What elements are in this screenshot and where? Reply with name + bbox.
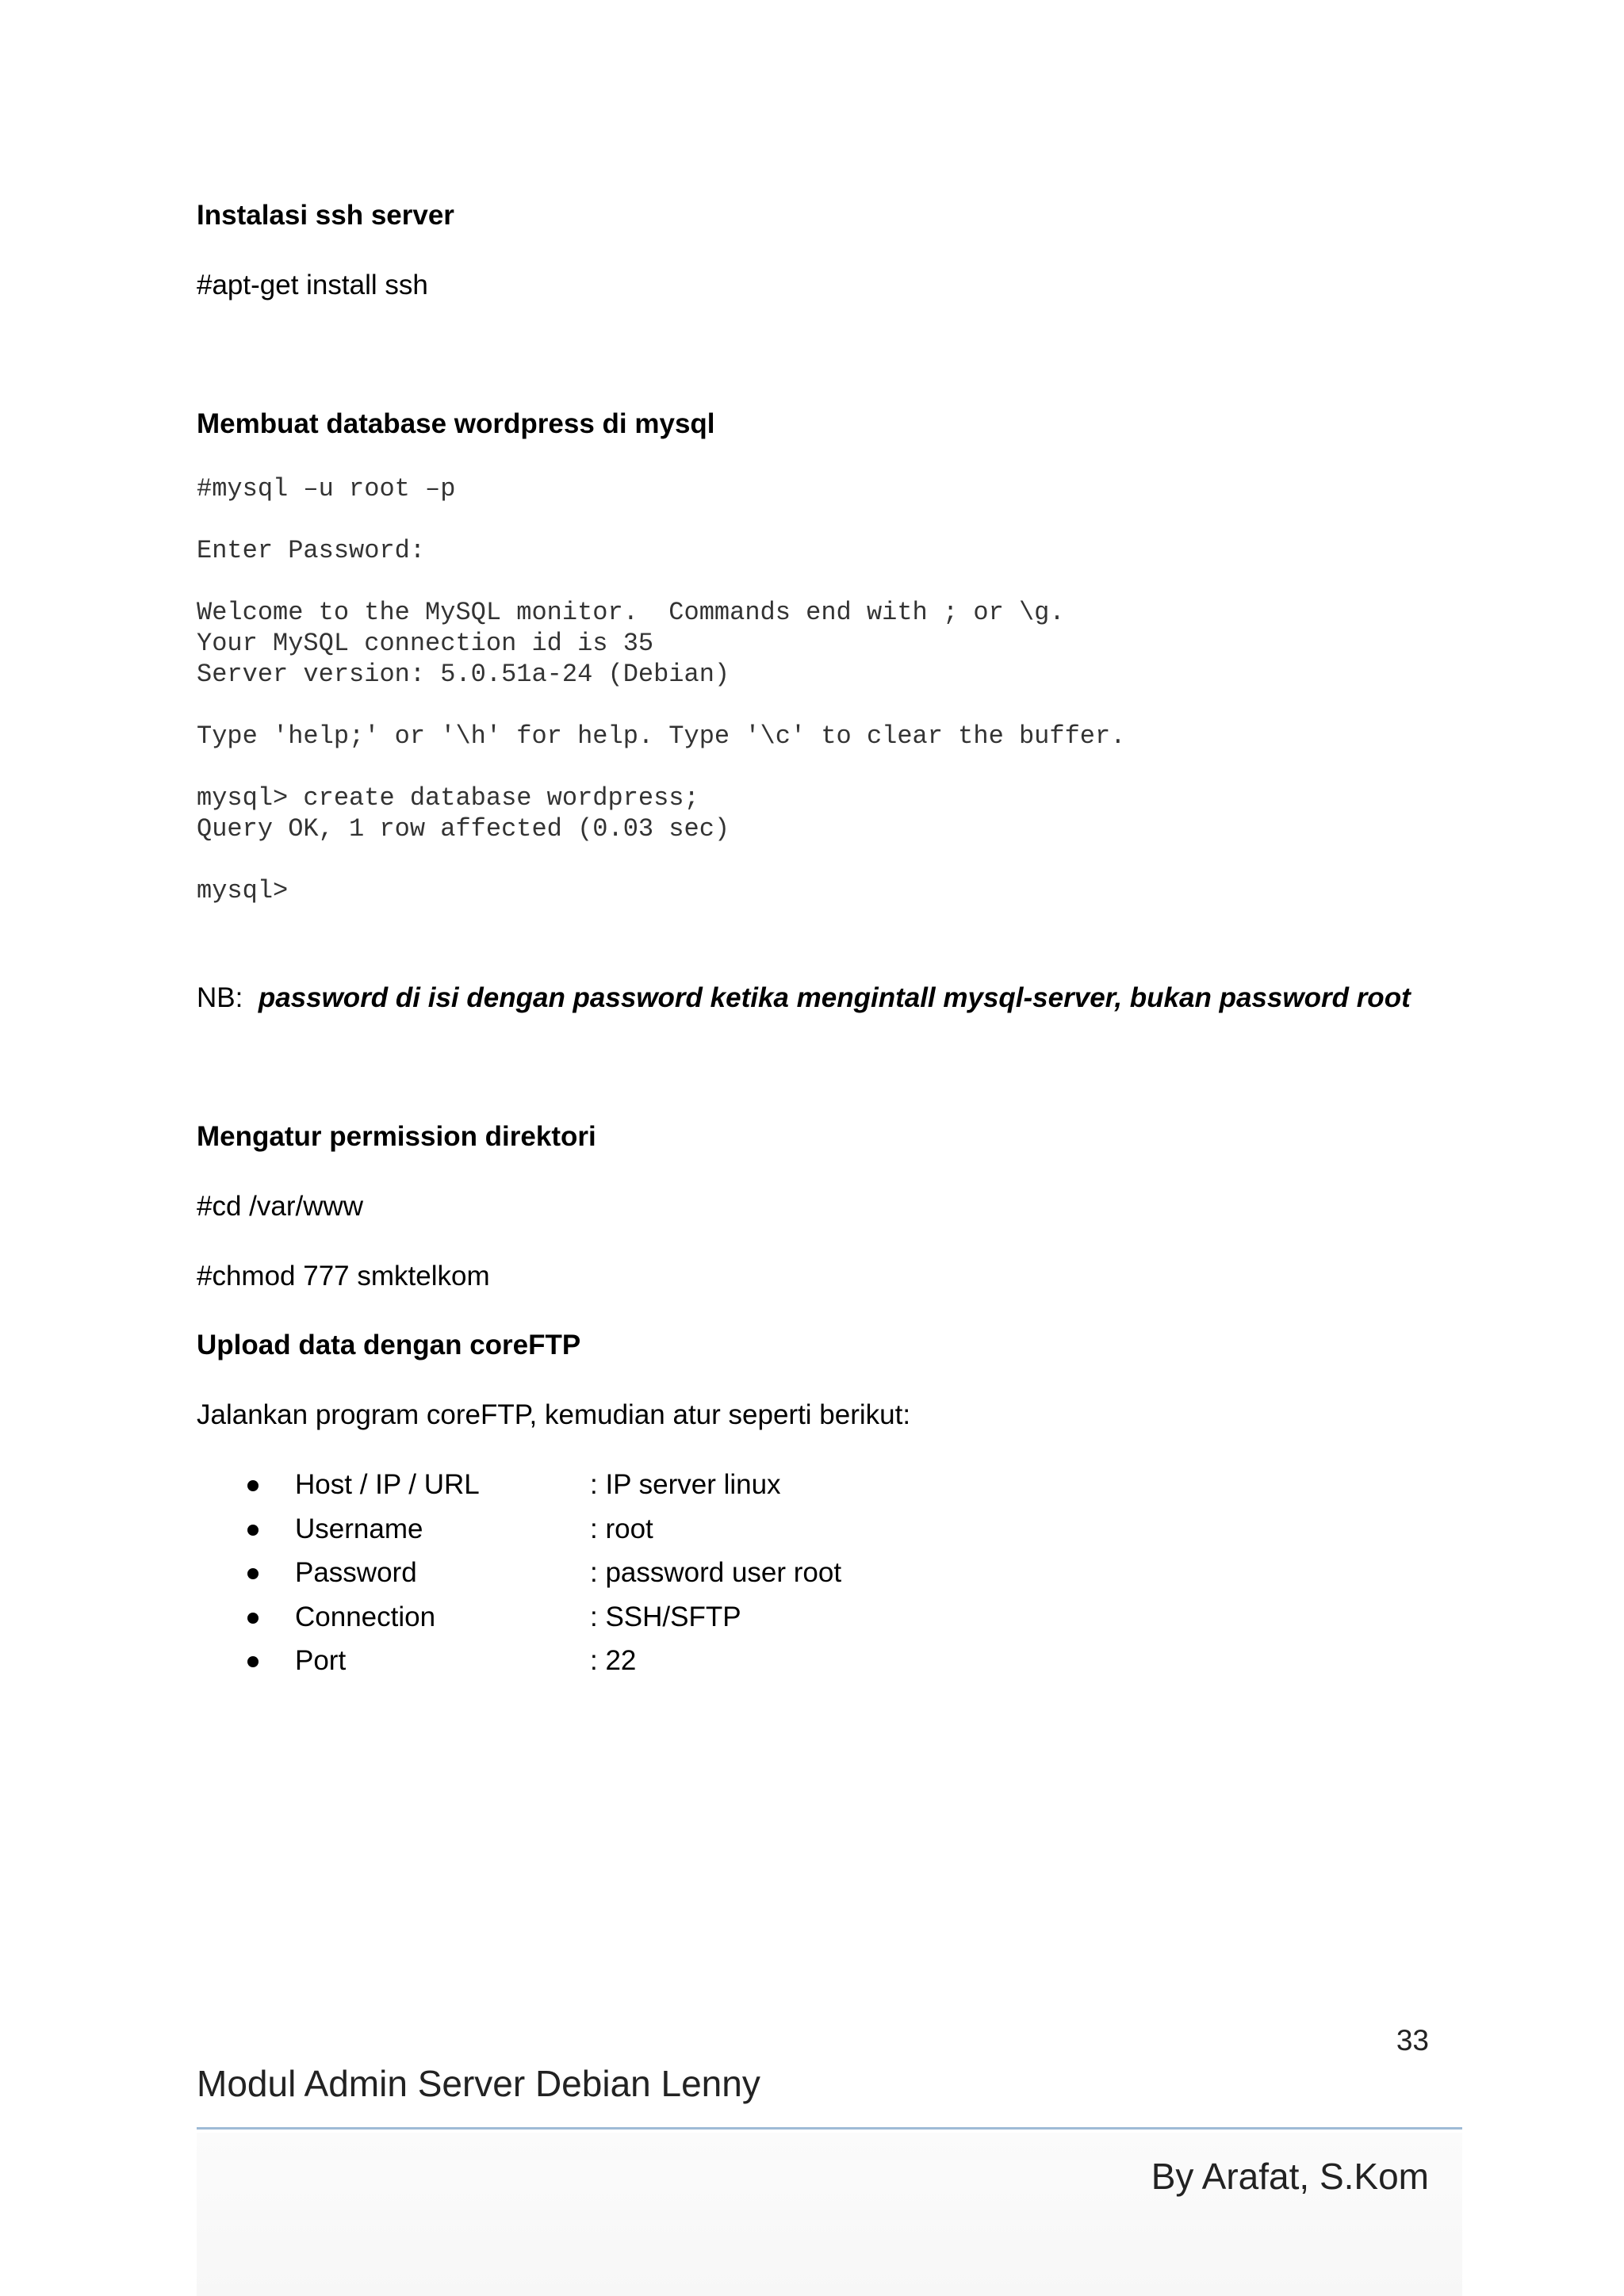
terminal-line-welcome: Welcome to the MySQL monitor. Commands end with ; or \g. [197,598,1065,627]
bullet-icon [247,1525,259,1536]
terminal-line-query-ok: Query OK, 1 row affected (0.03 sec) [197,814,730,844]
terminal-line-mysql-prompt: mysql> [197,876,289,905]
setting-key: Host / IP / URL [295,1469,480,1500]
page-number: 33 [1396,2024,1429,2057]
setting-value: : 22 [590,1645,637,1676]
setting-key: Port [295,1645,347,1676]
terminal-line-help: Type 'help;' or '\h' for help. Type '\c' to clear the buffer. [197,721,1126,751]
terminal-line-connection-id: Your MySQL connection id is 35 [197,629,654,658]
permission-heading: Mengatur permission direktori [197,1121,596,1152]
upload-intro: Jalankan program coreFTP, kemudian atur seperti berikut: [197,1399,911,1430]
terminal-line-create-database: mysql> create database wordpress; [197,783,699,813]
upload-heading: Upload data dengan coreFTP [197,1330,581,1360]
chmod-command: #chmod 777 smktelkom [197,1261,490,1292]
nb-label: NB: [197,982,243,1013]
bullet-icon [247,1568,259,1579]
setting-value: : root [590,1513,653,1544]
setting-key: Username [295,1513,423,1544]
ssh-install-command: #apt-get install ssh [197,270,428,300]
footer-title: Modul Admin Server Debian Lenny [197,2063,760,2104]
setting-value: : SSH/SFTP [590,1601,741,1632]
cd-command: #cd /var/www [197,1191,364,1222]
footer-author: By Arafat, S.Kom [1151,2156,1429,2197]
terminal-line-enter-password: Enter Password: [197,536,426,565]
bullet-icon [247,1480,259,1491]
nb-note [197,981,1411,1016]
setting-value: : password user root [590,1557,842,1588]
terminal-line-mysql-login: #mysql –u root –p [197,474,456,503]
terminal-line-server-version: Server version: 5.0.51a-24 (Debian) [197,660,730,689]
setting-key: Connection [295,1601,436,1632]
bullet-icon [247,1656,259,1667]
nb-note-text: password di isi dengan password ketika mengintall mysql-server, bukan password root [258,982,1411,1013]
bullet-icon [247,1613,259,1624]
footer-divider [197,2127,1462,2130]
mysql-heading: Membuat database wordpress di mysql [197,408,715,439]
setting-key: Password [295,1557,417,1588]
setting-value: : IP server linux [590,1469,781,1500]
ssh-heading: Instalasi ssh server [197,200,454,231]
